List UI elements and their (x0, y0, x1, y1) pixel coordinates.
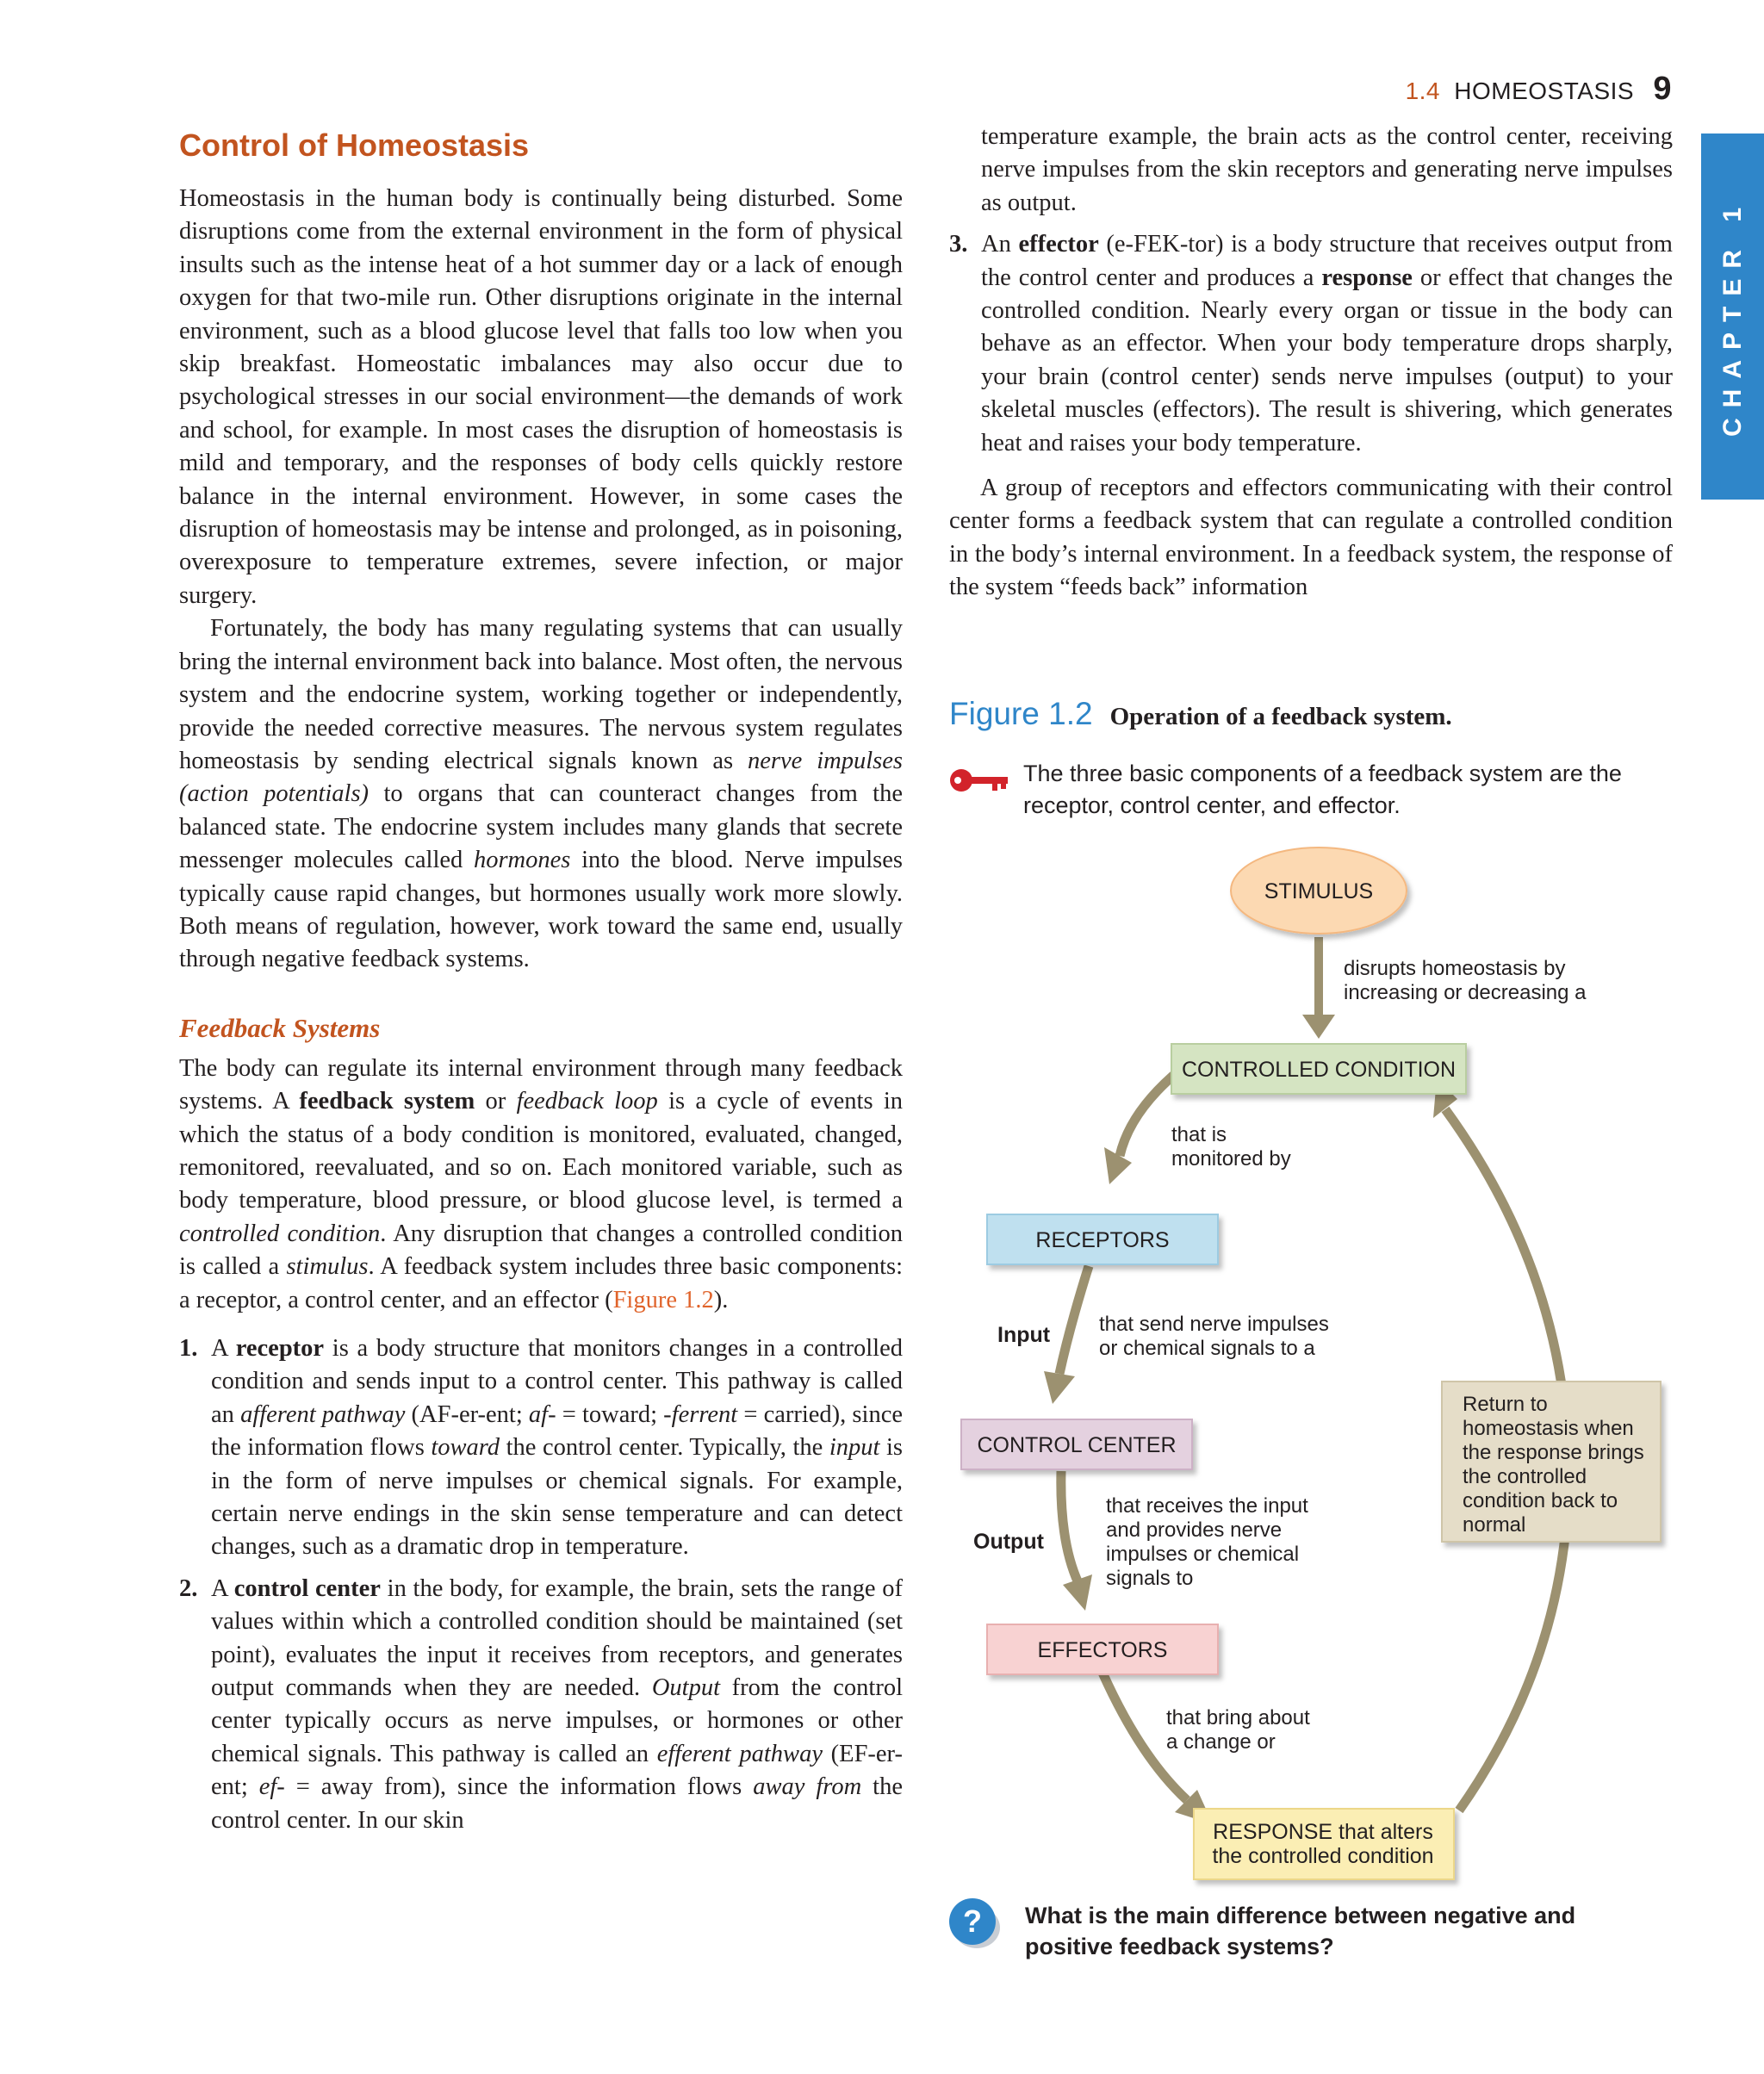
question-icon (947, 1897, 1001, 1950)
right-column (949, 121, 1673, 605)
stimulus-arrow (1302, 937, 1335, 1039)
return-node (1442, 1382, 1661, 1542)
output-note-line1: that receives the input (1106, 1494, 1308, 1518)
paragraph-disruptions: Homeostasis in the human body is continually being disturbed. Some disruptions come from the external environment in the form of physical insults such as the intense heat of a hot summer day or a lack of enough oxygen for that two-mile run. Other disruptions originate in the internal environment, such as a blood glucose level that falls too low when you skip breakfast. Homeostatic imbalances may also occur due to psychological stresses in our social environment—the demands of work and school, for example. In most cases the disruption of homeostasis is mild and temporary, and the responses of body cells quickly restore balance in the internal environment. However, in some cases the disruption of homeostasis may be intense and prolonged, as in poisoning, overexposure to temperature extremes, severe infection, or major surgery. (179, 185, 903, 609)
svg-text:the response brings: the response brings (1463, 1441, 1644, 1464)
svg-text:STIMULUS: STIMULUS (1264, 879, 1374, 903)
section-heading: Control of Homeostasis (179, 127, 530, 163)
svg-text:RECEPTORS: RECEPTORS (1035, 1228, 1170, 1252)
feedback-diagram (949, 844, 1690, 1895)
stimulus-node (1231, 848, 1407, 934)
key-icon (947, 763, 1009, 798)
control-center-node (961, 1419, 1192, 1469)
running-head (1406, 71, 1672, 108)
svg-text:?: ? (963, 1903, 982, 1939)
left-column (179, 127, 903, 1846)
page-number: 9 (1653, 71, 1672, 107)
controlled-condition-node (1171, 1044, 1466, 1094)
output-arrow (1061, 1471, 1092, 1611)
question-text: What is the main difference between negative and positive feedback systems? (1025, 1903, 1576, 1959)
figure-reference-link[interactable]: Figure 1.2 (612, 1286, 714, 1313)
svg-text:the controlled: the controlled (1463, 1465, 1587, 1488)
chapter-tab (1701, 134, 1764, 500)
receptors-node (987, 1214, 1218, 1264)
effector-note-line2: a change or (1166, 1730, 1276, 1754)
component-list-continued (949, 228, 1673, 460)
output-label: Output (973, 1530, 1044, 1554)
paragraph-continuation: temperature example, the brain acts as the control center, receiving nerve impulses from the skin receptors and generating nerve impulses as output. (981, 123, 1673, 216)
effectors-node (987, 1624, 1218, 1674)
list-item-effector: 3. An effector (e-FEK-tor) is a body structure that receives output from the control center and produces a response or effect that changes the controlled condition. Nearly every organ or tissue in the body can behave as an effector. When your body temperature drops sharply, your brain (control center) sends nerve impulses (output) to your skeletal muscles (effectors). The result is shivering, which generates heat and raises your body temperature. (949, 231, 1673, 456)
paragraph-feedback-systems: The body can regulate its internal environment through many feedback systems. A feedback system or feedback loop is a cycle of events in which the status of a body condition is monitored, evaluated, changed, remonitored, reevaluated, and so on. Each monitored variable, such as body temperature, blood pressure, or blood glucose level, is termed a controlled condition. Any disruption that changes a controlled condition is called a stimulus. A feedback system includes three basic components: a receptor, a control center, and an effector (Figure 1.2). (179, 1054, 904, 1313)
svg-text:CONTROLLED CONDITION: CONTROLLED CONDITION (1181, 1058, 1457, 1082)
output-note-line2: and provides nerve (1106, 1518, 1283, 1542)
section-title: HOMEOSTASIS (1454, 78, 1635, 104)
svg-text:homeostasis when: homeostasis when (1463, 1417, 1634, 1440)
monitor-note-line2: monitored by (1171, 1147, 1291, 1171)
svg-text:condition back to: condition back to (1463, 1489, 1618, 1512)
svg-text:normal: normal (1463, 1513, 1526, 1537)
input-note-line2: or chemical signals to a (1099, 1337, 1315, 1360)
input-note-line1: that send nerve impulses (1099, 1313, 1329, 1336)
input-arrow (1044, 1266, 1089, 1404)
svg-text:the controlled condition: the controlled condition (1212, 1844, 1434, 1868)
monitor-note-line1: that is (1171, 1123, 1227, 1146)
input-label: Input (997, 1323, 1051, 1347)
output-note-line3: impulses or chemical (1106, 1543, 1300, 1566)
monitor-arrow (1104, 1070, 1180, 1184)
paragraph-regulating-systems: Fortunately, the body has many regulating systems that can usually bring the internal environment back into balance. Most often, the nervous system and the endocrine system, working together or independently, provide the needed corrective measures. The nervous system regulates homeostasis by sending electrical signals known as nerve impulses (action potentials) to organs that can counteract changes from the balanced state. The endocrine system includes many glands that secrete messenger molecules called hormones into the blood. Nerve impulses typically cause rapid changes, but hormones usually work more slowly. Both means of regulation, however, work toward the same end, usually through negative feedback systems. (179, 615, 904, 973)
response-node (1194, 1809, 1454, 1879)
paragraph-feedback-group: A group of receptors and effectors communicating with their control center forms a feedback system that can regulate a controlled condition in the body’s internal environment. In a feedback system, the response of the system “feeds back” information (949, 475, 1673, 601)
list-item-receptor: 1. A receptor is a body structure that monitors changes in a controlled condition and sends input to a control center. This pathway is called an afferent pathway (AF-er-ent; af- = toward; -ferrent = carried), since the information flows toward the control center. Typically, the input is in the form of nerve impulses or chemical signals. For example, certain nerve endings in the skin sense temperature and can detect changes, such as a dramatic drop in temperature. (179, 1335, 903, 1561)
figure-caption (949, 696, 1452, 732)
key-concept-note (947, 758, 1643, 822)
list-item-control-center: 2. A control center in the body, for example, the brain, sets the range of values within which a controlled condition should be maintained (set point), evaluates the input it receives from receptors, and generates output commands when they are needed. Output from the control center typically occurs as nerve impulses, or hormones or other chemical signals. This pathway is called an efferent pathway (EF-er-ent; ef- = away from), since the information flows away from the control center. In our skin (179, 1574, 904, 1834)
component-list (179, 1332, 903, 1837)
output-note-line4: signals to (1106, 1567, 1194, 1590)
stimulus-note-line1: disrupts homeostasis by (1344, 957, 1566, 980)
svg-text:RESPONSE that alters: RESPONSE that alters (1213, 1820, 1433, 1844)
svg-text:Return to: Return to (1463, 1393, 1548, 1416)
key-note-text: The three basic components of a feedback system are the receptor, control center, and effector. (1023, 761, 1622, 818)
svg-text:EFFECTORS: EFFECTORS (1037, 1638, 1168, 1662)
chapter-tab-label: CHAPTER 1 (1717, 196, 1747, 437)
effector-note-line1: that bring about (1166, 1706, 1310, 1729)
svg-text:CONTROL CENTER: CONTROL CENTER (977, 1433, 1177, 1457)
figure-number: Figure 1.2 (949, 696, 1093, 731)
section-number: 1.4 (1405, 78, 1440, 104)
figure-question (947, 1897, 1645, 1962)
figure-title: Operation of a feedback system. (1109, 703, 1452, 730)
subsection-heading: Feedback Systems (179, 1012, 381, 1043)
stimulus-note-line2: increasing or decreasing a (1344, 981, 1587, 1004)
